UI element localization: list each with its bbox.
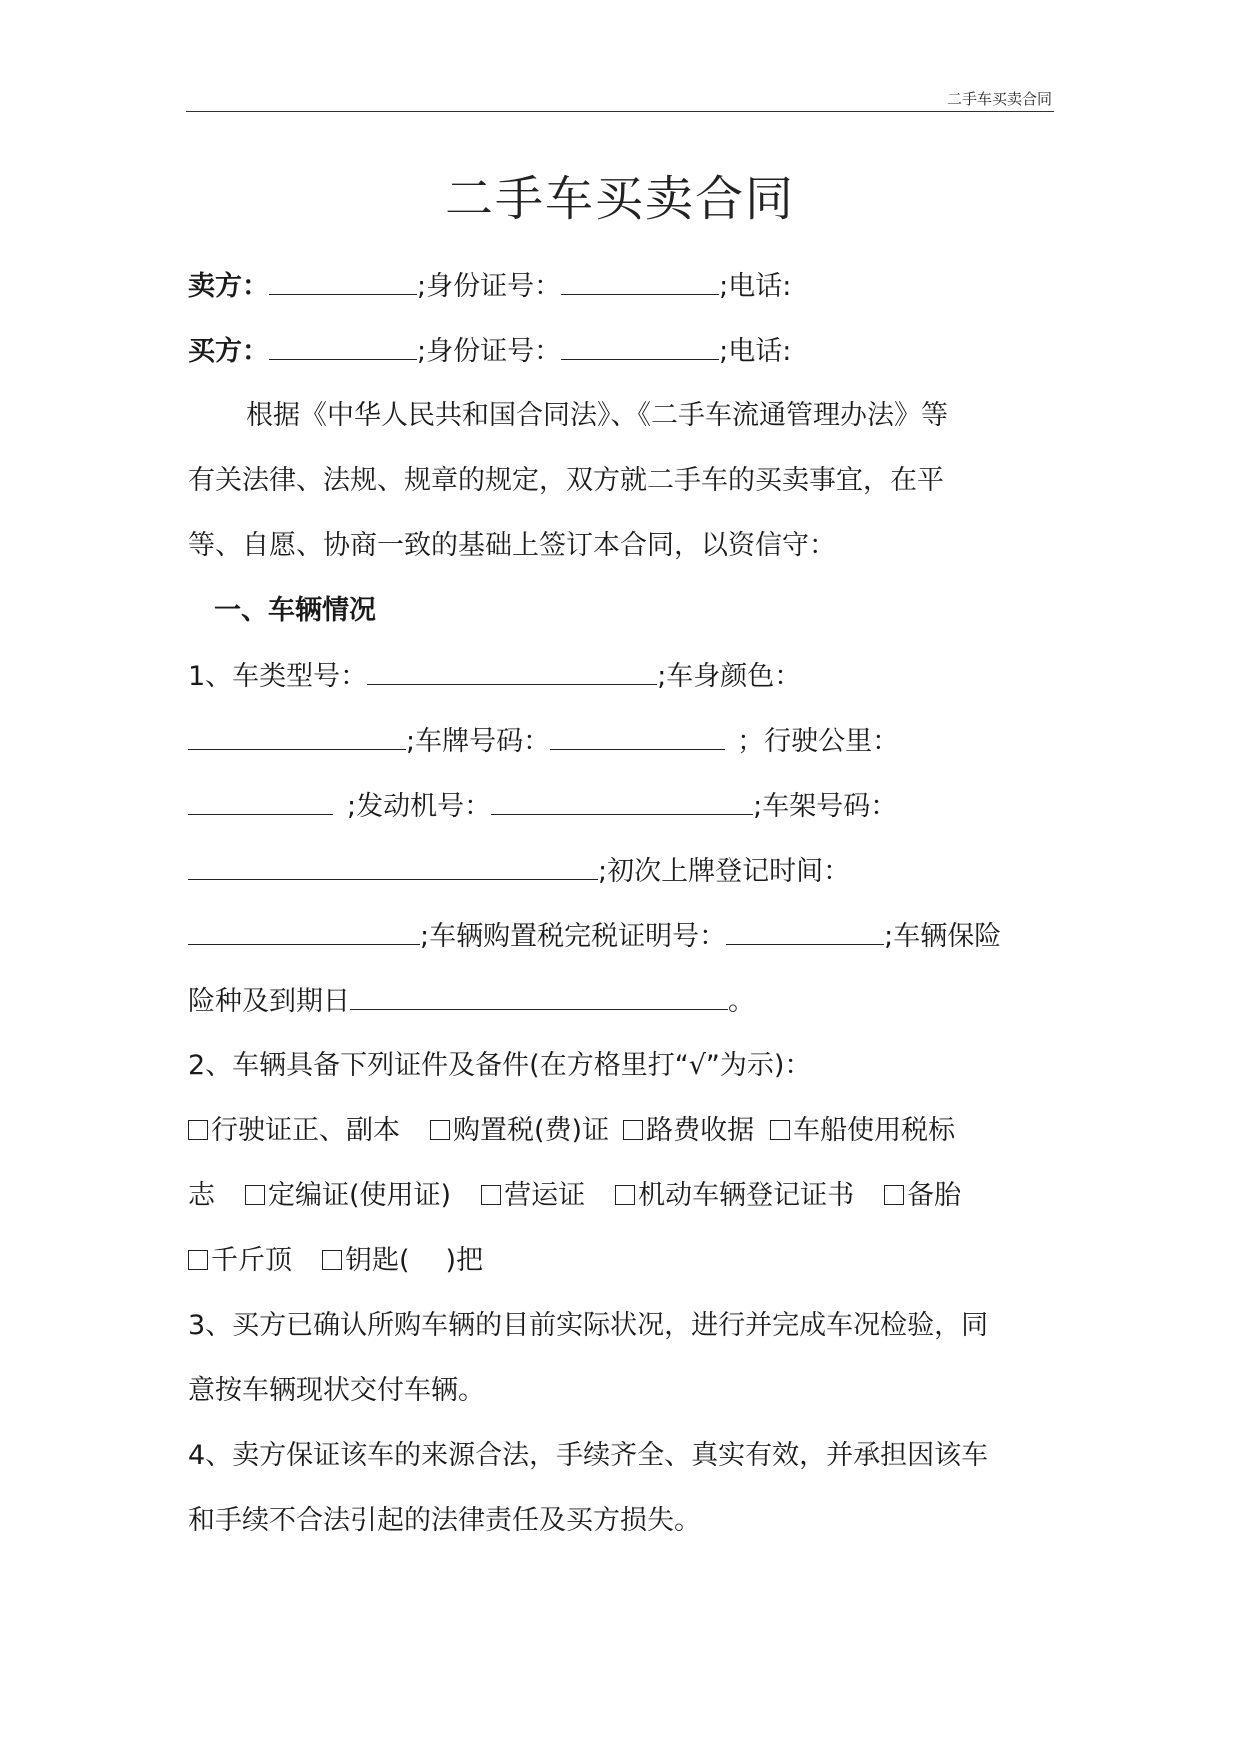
item3-line-1: 3、买方已确认所购车辆的目前实际状况，进行并完成车况检验，同 <box>188 1310 989 1341</box>
checkbox-label: 千斤顶 <box>211 1245 292 1276</box>
engine-blank[interactable] <box>491 788 753 815</box>
header-rule <box>186 111 1054 112</box>
buyer-phone-label: ;电话: <box>719 336 792 367</box>
item4-line-1: 4、卖方保证该车的来源合法，手续齐全、真实有效，并承担因该车 <box>188 1440 989 1471</box>
insurance-label: ;车辆保险 <box>884 921 1002 952</box>
buyer-label: 买方： <box>188 336 269 367</box>
vin-label: ;车架号码： <box>753 791 898 822</box>
item1-line-4 <box>188 853 850 890</box>
buyer-id-label: ;身份证号： <box>417 336 562 367</box>
buyer-line <box>188 333 791 370</box>
plate-semicolon: ； <box>737 726 765 757</box>
checkbox[interactable] <box>322 1250 342 1270</box>
checkbox[interactable] <box>623 1120 643 1140</box>
insurance-blank[interactable] <box>350 983 728 1010</box>
plate-label: ;车牌号码： <box>406 726 551 757</box>
checkbox[interactable] <box>615 1185 635 1205</box>
item1-line-5 <box>188 918 1001 955</box>
insurance-label-2: 险种及到期日 <box>188 986 350 1017</box>
engine-label: ;发动机号： <box>347 791 492 822</box>
preamble-line-1: 根据《中华人民共和国合同法》、《二手车流通管理办法》等 <box>246 400 948 431</box>
checkbox-label: 购置税(费)证 <box>453 1115 610 1146</box>
color-blank[interactable] <box>188 723 406 750</box>
mileage-label: 行驶公里： <box>764 726 900 757</box>
checkbox-label-continued: 志 <box>188 1180 215 1211</box>
model-label: 1、车类型号： <box>188 661 368 692</box>
item2-text: 2、车辆具备下列证件及备件(在方格里打“√”为示)： <box>188 1050 812 1081</box>
checkbox[interactable] <box>770 1120 790 1140</box>
plate-blank[interactable] <box>550 723 725 750</box>
seller-phone-label: ;电话: <box>719 271 792 302</box>
checkbox[interactable] <box>430 1120 450 1140</box>
checkbox-label: 路费收据 <box>646 1115 755 1146</box>
document-title: 二手车买卖合同 <box>444 171 795 227</box>
model-blank[interactable] <box>367 658 657 685</box>
checkbox-label: )把 <box>445 1245 484 1276</box>
checkbox[interactable] <box>188 1120 208 1140</box>
buyer-name-blank[interactable] <box>269 333 417 360</box>
insurance-period: 。 <box>728 986 755 1017</box>
tax-label: ;车辆购置税完税证明号： <box>420 921 727 952</box>
seller-line <box>188 268 791 305</box>
seller-id-blank[interactable] <box>561 268 719 295</box>
tax-blank[interactable] <box>726 918 884 945</box>
checkbox-label: 营运证 <box>504 1180 586 1211</box>
checkbox[interactable] <box>188 1250 208 1270</box>
checkbox[interactable] <box>245 1185 265 1205</box>
seller-name-blank[interactable] <box>269 268 417 295</box>
item1-line-3 <box>188 788 897 825</box>
checkbox-label: 钥匙( <box>345 1245 410 1276</box>
color-label: ;车身颜色： <box>657 661 802 692</box>
section-1-heading: 一、车辆情况 <box>214 595 376 626</box>
seller-id-label: ;身份证号： <box>417 271 562 302</box>
running-header: 二手车买卖合同 <box>946 90 1052 108</box>
checkbox-label: 备胎 <box>907 1180 962 1211</box>
seller-label: 卖方： <box>188 271 269 302</box>
checkbox[interactable] <box>481 1185 501 1205</box>
checkbox-row-1 <box>188 1113 955 1149</box>
item1-line-6 <box>188 983 755 1020</box>
first-reg-label: ;初次上牌登记时间： <box>598 856 851 887</box>
checkbox-label: 行驶证正、副本 <box>211 1115 400 1146</box>
mileage-blank[interactable] <box>188 788 333 815</box>
checkbox[interactable] <box>884 1185 904 1205</box>
checkbox-label: 机动车辆登记证书 <box>638 1180 855 1211</box>
buyer-id-blank[interactable] <box>561 333 719 360</box>
checkbox-row-2 <box>188 1178 961 1214</box>
first-reg-blank[interactable] <box>188 918 420 945</box>
preamble-line-3: 等、自愿、协商一致的基础上签订本合同，以资信守： <box>188 530 836 561</box>
item4-line-2: 和手续不合法引起的法律责任及买方损失。 <box>188 1505 701 1536</box>
item1-line-1 <box>188 658 801 695</box>
item1-line-2 <box>188 723 899 760</box>
checkbox-label: 车船使用税标 <box>793 1115 956 1146</box>
checkbox-label: 定编证(使用证) <box>268 1180 452 1211</box>
preamble-line-2: 有关法律、法规、规章的规定，双方就二手车的买卖事宜，在平 <box>188 465 944 496</box>
vin-blank[interactable] <box>188 853 598 880</box>
checkbox-row-3 <box>188 1243 483 1279</box>
item3-line-2: 意按车辆现状交付车辆。 <box>188 1375 485 1406</box>
